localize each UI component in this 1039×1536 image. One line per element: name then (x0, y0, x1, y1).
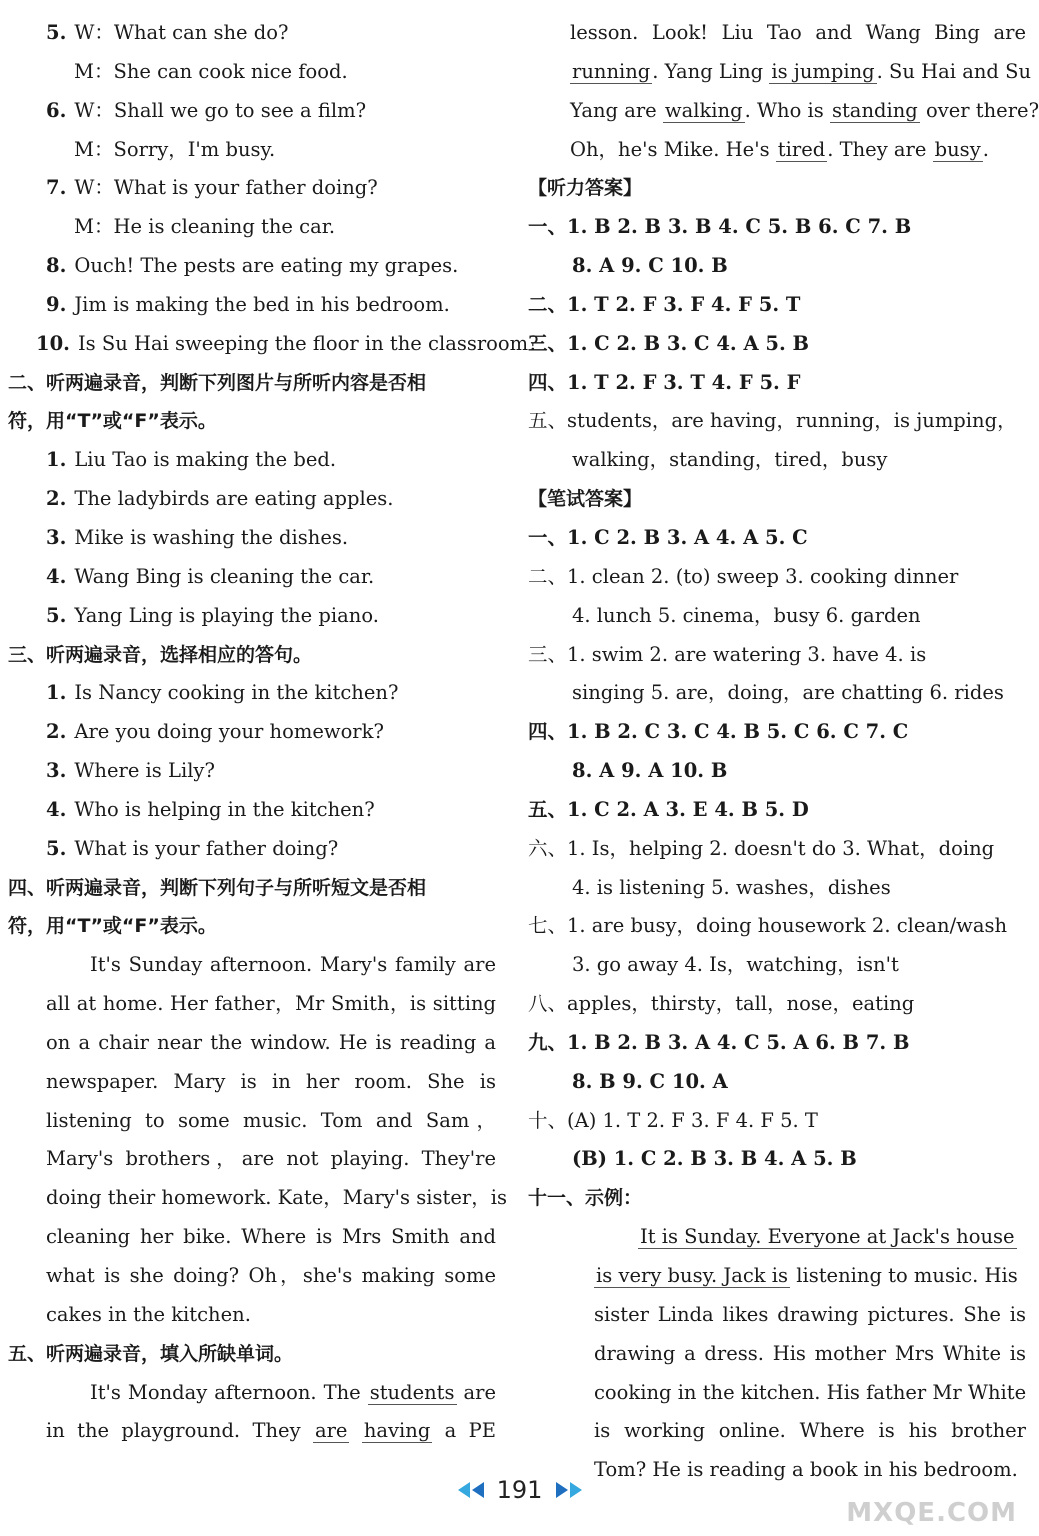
list-item (8, 480, 496, 519)
answer-line: 二、1. T 2. F 3. F 4. F 5. T (528, 292, 801, 316)
page-number: 191 (496, 1476, 543, 1504)
list-item (8, 597, 496, 636)
essay-line: Tom? He is reading a book in his bedroom. (594, 1458, 1018, 1482)
line-text: The ladybirds are eating apples. (74, 487, 394, 511)
passage-line: newspaper. Mary is in her room. She is (46, 1069, 496, 1093)
dialog-line (8, 169, 496, 208)
answer-line: 一、1. B 2. B 3. B 4. C 5. B 6. C 7. B (528, 215, 912, 239)
sentence-line (8, 247, 496, 286)
line-text: Wang Bing is cleaning the car. (74, 564, 375, 588)
line-text: Ouch! The pests are eating my grapes. (74, 254, 459, 278)
answer-line: 三、1. swim 2. are watering 3. have 4. is (528, 642, 927, 666)
line-text: M：Sorry，I'm busy. (74, 137, 276, 161)
line-text: . Who is (744, 98, 824, 122)
essay-line (528, 1218, 1026, 1257)
answer-heading: 【笔试答案】 (528, 488, 643, 511)
dialog-line (8, 131, 496, 170)
answer-line: 十、(A) 1. T 2. F 3. F 4. F 5. T (528, 1108, 818, 1132)
line-text: . Su Hai and Su (876, 59, 1032, 83)
answer-line: 八、apples，thirsty，tall，nose，eating (528, 992, 915, 1016)
prev-arrow-icon (458, 1482, 470, 1498)
answer-line: 五、1. C 2. A 3. E 4. B 5. D (528, 797, 809, 821)
item-number: 10. (36, 331, 70, 355)
answer-heading: 十一、示例： (528, 1187, 643, 1210)
watermark: MXQE.COM (846, 1498, 1017, 1528)
line-text: Is Nancy cooking in the kitchen? (74, 681, 399, 705)
line-text: Liu Tao is making the bed. (74, 448, 337, 472)
answer-line: 六、1. Is，helping 2. doesn't do 3. What，doing (528, 836, 995, 860)
item-number: 3. (46, 525, 67, 549)
passage-line: cleaning her bike. Where is Mrs Smith and (46, 1225, 496, 1249)
passage-line: on a chair near the window. He is reading a (46, 1030, 496, 1054)
underlined-text: is very busy. Jack is (596, 1264, 789, 1287)
dialog-line (8, 14, 496, 53)
line-text: are (463, 1380, 496, 1404)
item-number: 1. (46, 681, 67, 705)
prev-arrow-icon (472, 1482, 484, 1498)
list-item (8, 830, 496, 869)
blank-answer: busy (934, 137, 981, 161)
section-heading: 五、听两遍录音，填入所缺单词。 (8, 1342, 294, 1365)
line-text: Jim is making the bed in his bedroom. (74, 292, 450, 316)
section-heading: 二、听两遍录音，判断下列图片与所听内容是否相 (8, 371, 427, 394)
item-number: 2. (46, 487, 67, 511)
item-number: 4. (46, 564, 67, 588)
item-number: 2. (46, 720, 67, 744)
blank-answer: having (363, 1419, 431, 1443)
blank-answer: is jumping (771, 59, 875, 83)
blank-answer: running (572, 59, 651, 83)
dialog-line (8, 208, 496, 247)
list-item (8, 441, 496, 480)
line-text: listening to music. His (796, 1264, 1018, 1287)
answer-line: 8. A 9. A 10. B (572, 759, 728, 783)
list-item (8, 558, 496, 597)
item-number: 7. (46, 176, 67, 200)
line-text: Yang Ling is playing the piano. (74, 603, 379, 627)
line-text: . (982, 137, 989, 161)
essay-line: sister Linda likes drawing pictures. She is (594, 1302, 1026, 1326)
passage-line (528, 53, 1032, 92)
underlined-text: It is Sunday. Everyone at Jack's house (640, 1225, 1015, 1249)
line-text: Yang are (570, 98, 657, 122)
blank-answer: tired (777, 137, 826, 161)
passage-line: all at home. Her father，Mr Smith，is sitting (46, 992, 497, 1016)
passage-line: It's Sunday afternoon. Mary's family are (90, 953, 496, 977)
right-column (528, 14, 1039, 1490)
next-arrow-icon (556, 1482, 568, 1498)
line-text: . Yang Ling (652, 59, 764, 83)
answer-line: 三、1. C 2. B 3. C 4. A 5. B (528, 331, 810, 355)
item-number: 8. (46, 254, 67, 278)
passage-line (528, 92, 1039, 131)
line-text: Are you doing your homework? (74, 720, 384, 744)
line-text: over there? (925, 98, 1039, 122)
essay-line (528, 1257, 1026, 1296)
list-item (8, 791, 496, 830)
list-item (8, 713, 496, 752)
item-number: 5. (46, 836, 67, 860)
answer-line: 8. B 9. C 10. A (572, 1069, 728, 1093)
left-column (8, 14, 539, 1451)
line-text: Who is helping in the kitchen? (74, 797, 375, 821)
line-text: Is Su Hai sweeping the floor in the classroom? (77, 331, 539, 355)
essay-line: drawing a dress. His mother Mrs White is (594, 1341, 1026, 1365)
answer-line: walking，standing，tired，busy (572, 448, 888, 472)
line-text: in the playground. They (46, 1419, 301, 1443)
answer-line: singing 5. are，doing，are chatting 6. rides (572, 681, 1004, 705)
passage-line (8, 1374, 496, 1413)
passage-line (528, 131, 1026, 170)
list-item (8, 519, 496, 558)
line-text: Mike is washing the dishes. (74, 525, 349, 549)
line-text: What is your father doing? (74, 836, 339, 860)
line-text: W：Shall we go to see a film? (74, 98, 367, 122)
answer-line: 五、students，are having，running，is jumping， (528, 409, 1017, 433)
answer-line: 3. go away 4. Is，watching，isn't (572, 953, 899, 977)
passage-line (8, 1412, 496, 1451)
item-number: 3. (46, 759, 67, 783)
passage-line: cakes in the kitchen. (46, 1302, 251, 1326)
item-number: 6. (46, 98, 67, 122)
answer-line: 4. is listening 5. washes，dishes (572, 875, 891, 899)
answer-line: 九、1. B 2. B 3. A 4. C 5. A 6. B 7. B (528, 1030, 910, 1054)
section-heading: 符，用“T”或“F”表示。 (8, 410, 217, 433)
passage-line: Mary's brothers，are not playing. They're (46, 1147, 496, 1171)
line-text: M：He is cleaning the car. (74, 215, 336, 239)
dialog-line (8, 53, 496, 92)
essay-line: cooking in the kitchen. His father Mr White (594, 1380, 1027, 1404)
answer-line: (B) 1. C 2. B 3. B 4. A 5. B (572, 1147, 857, 1171)
item-number: 1. (46, 448, 67, 472)
section-heading: 四、听两遍录音，判断下列句子与所听短文是否相 (8, 876, 427, 899)
item-number: 4. (46, 797, 67, 821)
essay-line: is working online. Where is his brother (594, 1419, 1026, 1443)
answer-heading: 【听力答案】 (528, 177, 643, 200)
line-text: a PE (444, 1419, 497, 1443)
blank-answer: walking (664, 98, 743, 122)
passage-line: doing their homework. Kate，Mary's sister，is (46, 1186, 507, 1210)
item-number: 5. (46, 603, 67, 627)
answer-line: 四、1. T 2. F 3. T 4. F 5. F (528, 370, 801, 394)
blank-answer: standing (831, 98, 918, 122)
answer-line: 一、1. C 2. B 3. A 4. A 5. C (528, 525, 808, 549)
answer-line: 七、1. are busy，doing housework 2. clean/wash (528, 914, 1008, 938)
blank-answer: are (314, 1419, 348, 1443)
item-number: 9. (46, 292, 67, 316)
line-text: It's Monday afternoon. The (90, 1380, 361, 1404)
line-text: Oh，he's Mike. He's (570, 137, 770, 161)
section-heading: 符，用“T”或“F”表示。 (8, 915, 217, 938)
passage-line: what is she doing? Oh，she's making some (46, 1264, 496, 1287)
answer-line: 8. A 9. C 10. B (572, 254, 728, 278)
passage-line: lesson. Look! Liu Tao and Wang Bing are (570, 21, 1026, 44)
line-text: W：What can she do? (74, 21, 289, 44)
list-item (8, 752, 496, 791)
item-number: 5. (46, 21, 67, 44)
line-text: W：What is your father doing? (74, 176, 378, 200)
next-arrow-icon (570, 1482, 582, 1498)
blank-answer: students (369, 1380, 455, 1404)
answer-line: 四、1. B 2. C 3. C 4. B 5. C 6. C 7. C (528, 720, 909, 744)
answer-line: 4. lunch 5. cinema，busy 6. garden (572, 603, 921, 627)
section-heading: 三、听两遍录音，选择相应的答句。 (8, 643, 313, 666)
line-text: . They are (827, 137, 927, 161)
passage-line: listening to some music. Tom and Sam， (46, 1108, 496, 1132)
answer-line: 二、1. clean 2. (to) sweep 3. cooking dinner (528, 564, 959, 588)
sentence-line (8, 325, 539, 364)
line-text: Where is Lily? (74, 759, 215, 783)
sentence-line (8, 286, 496, 325)
line-text: M：She can cook nice food. (74, 59, 348, 83)
list-item (8, 674, 496, 713)
dialog-line (8, 92, 496, 131)
